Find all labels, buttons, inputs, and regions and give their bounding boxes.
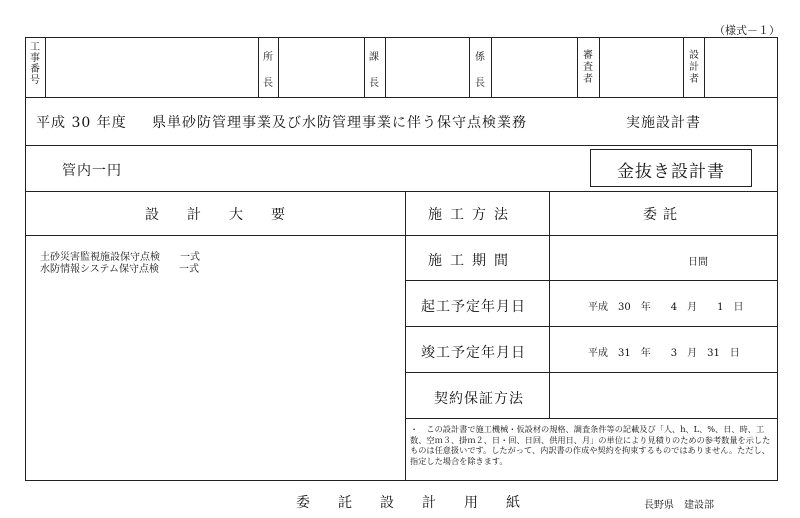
footer-title: 委 託 設 計 用 紙 [296,495,520,511]
kanenuki-stamp [590,149,752,187]
row-value-kikou-date: 平成 30 年 4 月 1 日 [588,302,744,313]
project-name: 県単砂防管理事業及び水防管理事業に伴う保守点検業務 [152,115,527,131]
row-label-sekou-houhou: 施工方法 [428,207,516,223]
footer-org: 長野県 建設部 [644,500,714,511]
row-label-sekou-kikan: 施工期間 [428,253,516,269]
row-value-sekou-kikan: 日間 [688,257,708,268]
row-value-sekou-houhou: 委託 [643,207,683,223]
stamp-label: 金抜き設計書 [617,162,725,182]
location: 管内一円 [62,163,122,179]
disclaimer-note: ・ この設計書で施工機械・仮設材の規格、調査条件等の記載及び「人、h、L、%、日、時、工数、空ｍ３、掛ｍ２、日・回、日回、供用日、月」の単位により見積りのための参考数量を示したものは任意扱いです。したがって、内訳書の作成や契約を拘束するものではありません。ただし、指定した場合を除きます。 [410,424,771,466]
row-label-kikou-date: 起工予定年月日 [421,299,526,315]
shinsasha-label: 審査者 [583,50,593,85]
kacho-label: 課長 [369,52,379,89]
kakaricho-label: 係長 [475,52,485,89]
koji-bango-label: 工事番号 [30,42,40,86]
summary-item-2: 水防情報システム保守点検 一式 [40,264,199,275]
form-number: （様式－１） [714,24,780,37]
summary-item-1: 土砂災害監視施設保守点検 一式 [40,252,200,263]
row-label-shunkou-date: 竣工予定年月日 [421,345,526,361]
row-value-shunkou-date: 平成 31 年 3 月 31 日 [588,348,740,359]
doc-type: 実施設計書 [626,115,701,131]
fiscal-year: 平成 30 年度 [36,115,127,131]
row-label-keiyaku-hoshou: 契約保証方法 [434,391,524,407]
sekkeisha-label: 設計者 [689,50,699,85]
summary-header: 設 計 大 要 [145,207,285,223]
shocho-label: 所長 [263,52,273,89]
